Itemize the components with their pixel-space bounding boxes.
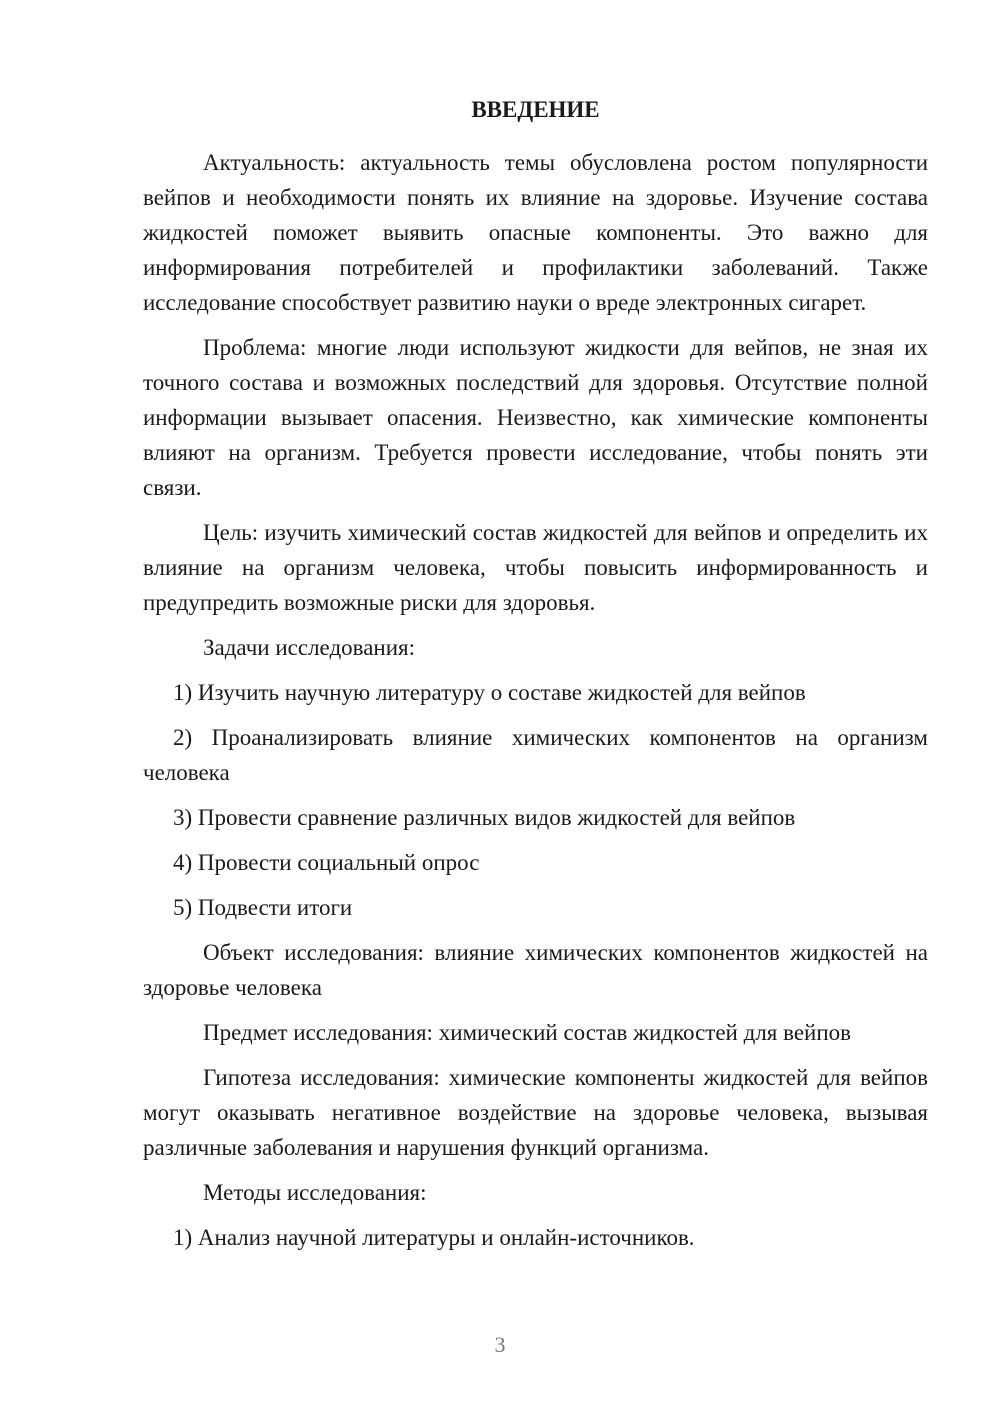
task-item-3: 3) Провести сравнение различных видов жидкостей для вейпов — [173, 805, 796, 830]
page-number: 3 — [494, 1332, 506, 1357]
problem-paragraph: Проблема: многие люди используют жидкости для вейпов, не зная их точного состава и возможных последствий для здоровья. Отсутствие полной информации вызывает опасения. Неизвестно, как химические компоненты влияют на организм. Требуется провести исследование, чтобы понять эти связи. — [143, 335, 928, 500]
page-title: ВВЕДЕНИЕ — [471, 97, 600, 122]
methods-title: Методы исследования: — [203, 1180, 427, 1205]
tasks-title: Задачи исследования: — [203, 635, 416, 660]
subject-paragraph: Предмет исследования: химический состав жидкостей для вейпов — [203, 1020, 852, 1045]
task-item-5: 5) Подвести итоги — [173, 895, 353, 920]
task-item-1: 1) Изучить научную литературу о составе жидкостей для вейпов — [173, 680, 806, 705]
document-page — [143, 92, 928, 1265]
task-item-2: 2) Проанализировать влияние химических компонентов на организм человека — [143, 725, 928, 785]
object-paragraph: Объект исследования: влияние химических компонентов жидкостей на здоровье человека — [143, 940, 928, 1000]
hypothesis-paragraph: Гипотеза исследования: химические компоненты жидкостей для вейпов могут оказывать негативное воздействие на здоровье человека, вызывая различные заболевания и нарушения функций организма. — [143, 1065, 928, 1160]
goal-paragraph: Цель: изучить химический состав жидкостей для вейпов и определить их влияние на организм человека, чтобы повысить информированность и предупредить возможные риски для здоровья. — [143, 520, 928, 615]
method-item-1: 1) Анализ научной литературы и онлайн-источников. — [173, 1225, 695, 1250]
relevance-paragraph: Актуальность: актуальность темы обусловлена ростом популярности вейпов и необходимости понять их влияние на здоровье. Изучение состава жидкостей поможет выявить опасные компоненты. Это важно для информирования потребителей и профилактики заболеваний. Также исследование способствует развитию науки о вреде электронных сигарет. — [143, 150, 928, 315]
task-item-4: 4) Провести социальный опрос — [173, 850, 480, 875]
